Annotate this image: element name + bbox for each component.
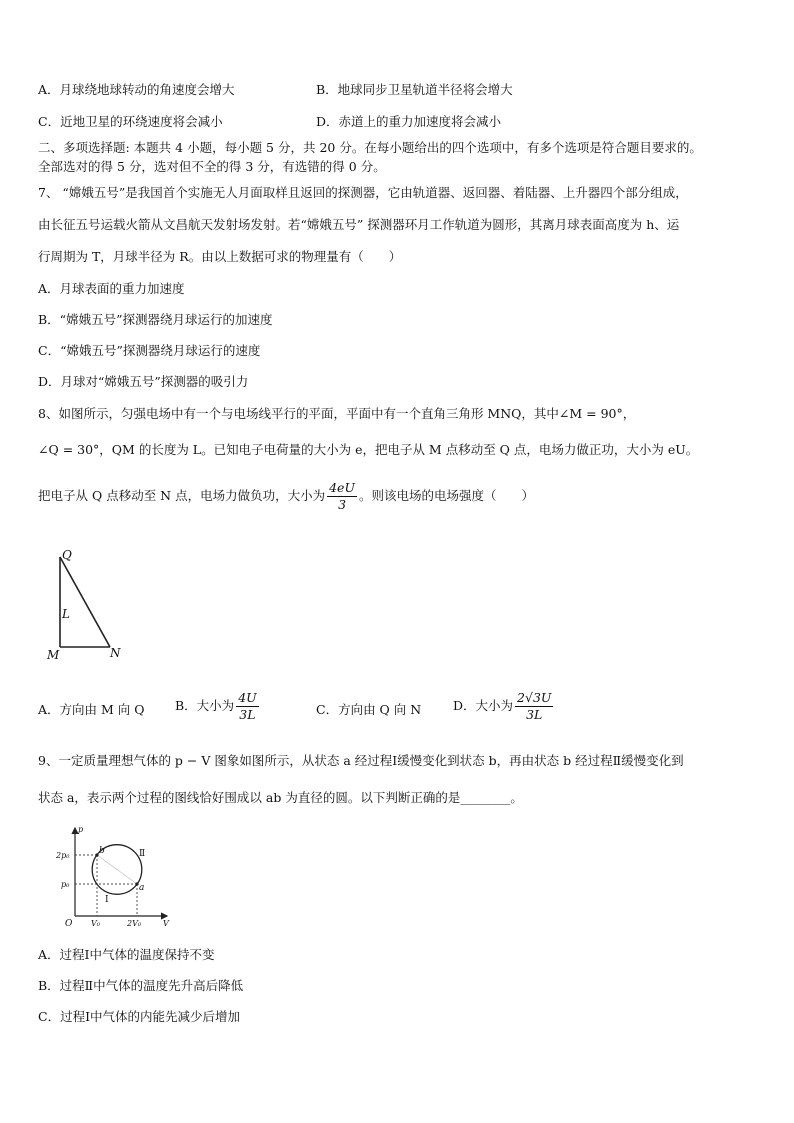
q8-stem-line3-pre: 把电子从 Q 点移动至 N 点，电场力做负功，大小为 bbox=[38, 488, 326, 503]
q9-stem-line1: 9、一定质量理想气体的 p − V 图象如图所示，从状态 a 经过程Ⅰ缓慢变化到状态 b，再由状态 b 经过程Ⅱ缓慢变化到 bbox=[38, 753, 684, 768]
q8-stem-line2: ∠Q = 30°，QM 的长度为 L。已知电子电荷量的大小为 e，把电子从 M 点移动至 Q 点，电场力做正功，大小为 eU。 bbox=[38, 442, 699, 457]
q8-option-d-label: D．大小为 bbox=[453, 698, 514, 713]
q9-label-p0: p₀ bbox=[61, 880, 70, 889]
q8-option-b-numerator: 4U bbox=[238, 690, 257, 705]
q8-option-d-denominator: 3L bbox=[526, 706, 543, 722]
q7-stem-line1: 7、 “嫦娥五号”是我国首个实施无人月面取样且返回的探测器，它由轨道器、返回器、着陆器、上升器四个部分组成， bbox=[38, 185, 688, 200]
q8-fraction-work bbox=[327, 482, 357, 511]
q8-option-d bbox=[453, 692, 555, 721]
q8-stem-line1: 8、如图所示，匀强电场中有一个与电场线平行的平面，平面中有一个直角三角形 MNQ，其中∠M = 90°， bbox=[38, 406, 636, 421]
q8-label-n: N bbox=[110, 646, 121, 660]
section2-instructions-line1: 二、多项选择题: 本题共 4 小题，每小题 5 分，共 20 分。在每小题给出的四个选项中，有多个选项是符合题目要求的。 bbox=[38, 140, 702, 155]
q7-option-d: D．月球对“嫦娥五号”探测器的吸引力 bbox=[38, 374, 249, 389]
q9-label-v0: V₀ bbox=[91, 919, 100, 928]
q8-option-d-fraction bbox=[515, 692, 553, 721]
q6-option-a: A．月球绕地球转动的角速度会增大 bbox=[38, 82, 235, 97]
q7-option-b: B．“嫦娥五号”探测器绕月球运行的加速度 bbox=[38, 312, 273, 327]
q9-label-o: O bbox=[65, 919, 73, 929]
q9-pv-figure bbox=[55, 822, 175, 930]
q9-label-2p0: 2p₀ bbox=[56, 851, 70, 860]
q8-side-qn bbox=[60, 557, 110, 647]
q9-stem-line2: 状态 a，表示两个过程的图线恰好围成以 ab 为直径的圆。以下判断正确的是________。 bbox=[38, 790, 523, 805]
q7-stem-line2: 由长征五号运载火箭从文昌航天发射场发射。若“嫦娥五号” 探测器环月工作轨道为圆形，其离月球表面高度为 h、运 bbox=[38, 217, 680, 232]
q8-fraction-numerator: 4eU bbox=[329, 480, 355, 495]
q9-label-p: p bbox=[78, 825, 84, 834]
q8-label-l: L bbox=[62, 607, 70, 621]
q8-stem-line3-post: 。则该电场的电场强度（ ） bbox=[358, 488, 534, 503]
q8-option-a: A．方向由 M 向 Q bbox=[38, 702, 145, 717]
q9-label-a: a bbox=[139, 883, 145, 893]
q8-triangle-figure bbox=[40, 545, 135, 665]
q9-label-v: V bbox=[163, 919, 169, 928]
q7-option-a: A．月球表面的重力加速度 bbox=[38, 281, 185, 296]
q8-option-b-label: B．大小为 bbox=[175, 698, 235, 713]
q8-stem-line3 bbox=[38, 482, 534, 511]
q8-option-d-numerator: 2√3U bbox=[517, 690, 552, 705]
q6-option-c: C．近地卫星的环绕速度将会减小 bbox=[38, 114, 223, 129]
q9-option-a: A．过程Ⅰ中气体的温度保持不变 bbox=[38, 947, 215, 962]
q9-option-b: B．过程Ⅱ中气体的温度先升高后降低 bbox=[38, 978, 244, 993]
q6-option-b: B．地球同步卫星轨道半径将会增大 bbox=[316, 82, 513, 97]
q8-option-c: C．方向由 Q 向 N bbox=[316, 702, 422, 717]
q9-option-c: C．过程Ⅰ中气体的内能先减少后增加 bbox=[38, 1009, 241, 1024]
q9-diameter-ab bbox=[97, 855, 137, 884]
q8-option-b bbox=[175, 692, 261, 721]
q9-label-2v0: 2V₀ bbox=[127, 919, 142, 928]
q6-option-d: D．赤道上的重力加速度将会减小 bbox=[316, 114, 502, 129]
q8-label-m: M bbox=[47, 648, 60, 662]
q8-label-q: Q bbox=[62, 548, 72, 562]
q9-label-process-i: Ⅰ bbox=[105, 895, 109, 905]
q9-label-process-ii: Ⅱ bbox=[139, 849, 146, 859]
q9-label-b: b bbox=[99, 846, 105, 856]
q8-option-b-fraction bbox=[236, 692, 259, 721]
q8-fraction-denominator: 3 bbox=[338, 496, 347, 512]
q7-stem-line3: 行周期为 T，月球半径为 R。由以上数据可求的物理量有（ ） bbox=[38, 249, 402, 264]
q8-option-b-denominator: 3L bbox=[239, 706, 256, 722]
q7-option-c: C．“嫦娥五号”探测器绕月球运行的速度 bbox=[38, 343, 261, 358]
section2-instructions-line2: 全部选对的得 5 分，选对但不全的得 3 分，有选错的得 0 分。 bbox=[38, 159, 386, 174]
